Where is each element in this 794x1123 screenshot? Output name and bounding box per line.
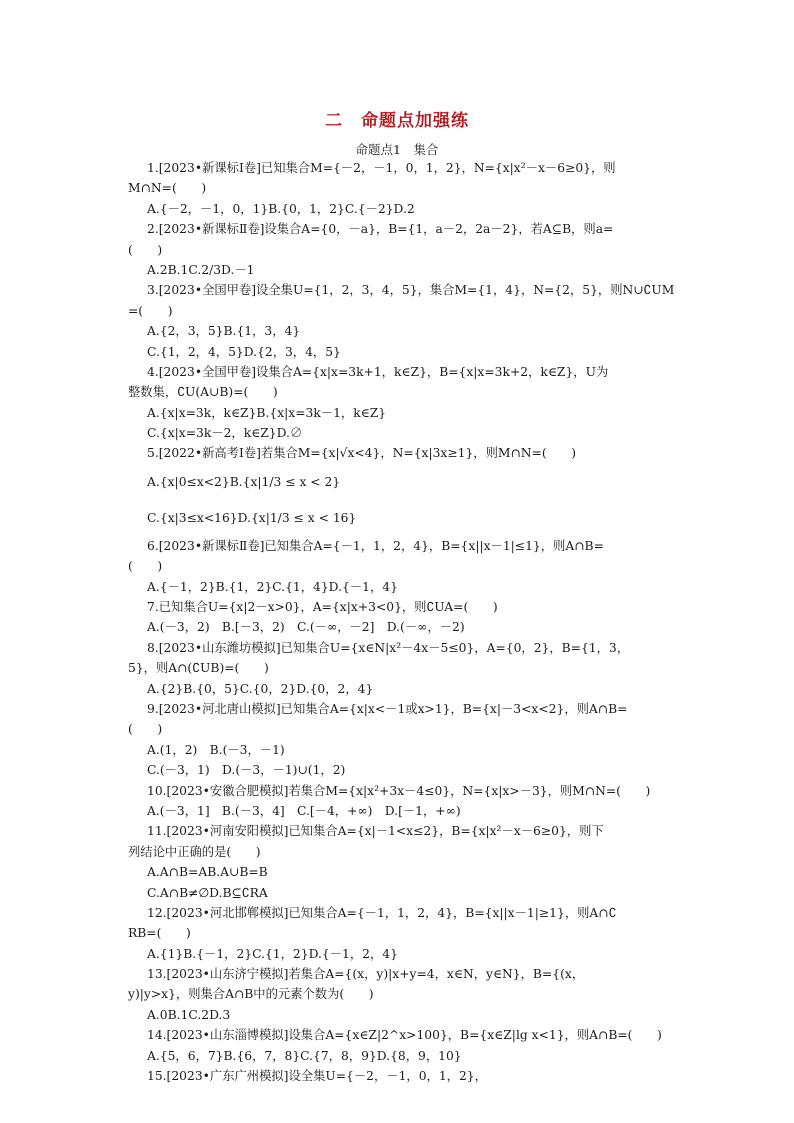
q12-stem: 12.[2023•河北邯郸模拟]已知集合A={－1，1，2，4}，B={x||x－1|≥1}，则A∩∁ [147,905,617,920]
q13-stem-cont: y)|y>x}，则集合A∩B中的元素个数为( ) [128,987,374,1002]
q2-options: A.2B.1C.2/3D.－1 [147,262,255,277]
q8-stem: 8.[2023•山东潍坊模拟]已知集合U={x∈N|x²－4x－5≤0}，A={0，2}，B={1，3， [147,640,630,655]
q4-stem-cont: 整数集，∁U(A∪B)=( ) [128,385,278,400]
q6-options: A.{－1，2}B.{1，2}C.{1，4}D.{－1，4} [147,579,398,594]
q3-stem: 3.[2023•全国甲卷]设全集U={1，2，3，4，5}，集合M={1，4}，N={2，5}，则N∪∁UM [147,283,675,298]
q14-options: A.{5，6，7}B.{6，7，8}C.{7，8，9}D.{8，9，10} [147,1048,462,1063]
q8-stem-cont: 5}，则A∩(∁UB)=( ) [128,661,269,676]
q6-stem: 6.[2023•新课标Ⅱ卷]已知集合A={－1，1，2，4}，B={x||x－1|≤1}，则A∩B= [147,538,604,553]
q1-options: A.{－2，－1，0，1}B.{0，1，2}C.{－2}D.2 [147,201,415,216]
q1-stem: 1.[2023•新课标Ⅰ卷]已知集合M={－2，－1，0，1，2}，N={x|x²－x－6≥0}，则 [147,161,616,175]
q5-stem: 5.[2022•新高考Ⅰ卷]若集合M={x|√x<4}，N={x|3x≥1}，则M∩N=( ) [147,446,577,461]
q8-options: A.{2}B.{0，5}C.{0，2}D.{0，2，4} [147,681,374,696]
q11-options-cd: C.A∩B≠∅D.B⊆∁RA [147,885,268,900]
q9-stem: 9.[2023•河北唐山模拟]已知集合A={x|x<－1或x>1}，B={x|－3<x<2}，则A∩B= [147,701,628,716]
q10-stem: 10.[2023•安徽合肥模拟]若集合M={x|x²+3x－4≤0}，N={x|x>－3}，则M∩N=( ) [147,783,651,798]
section-subtitle: 命题点1 集合 [355,142,439,157]
q4-stem: 4.[2023•全国甲卷]设集合A={x|x=3k+1，k∈Z}，B={x|x=3k+2，k∈Z}，U为 [147,364,609,379]
q12-options: A.{1}B.{－1，2}C.{1，2}D.{－1，2，4} [147,946,398,961]
q5-options-cd: C.{x|3≤x<16}D.{x|1/3 ≤ x < 16} [147,510,357,525]
q15-stem: 15.[2023•广东广州模拟]设全集U={－2，－1，0，1，2}， [147,1069,487,1084]
q11-stem: 11.[2023•河南安阳模拟]已知集合A={x|－1<x≤2}，B={x|x²－x－6≥0}，则下 [147,824,604,839]
q5-options-ab: A.{x|0≤x<2}B.{x|1/3 ≤ x < 2} [147,474,341,489]
q11-options-ab: A.A∩B=AB.A∪B=B [147,865,268,880]
q3-options-cd: C.{1，2，4，5}D.{2，3，4，5} [147,344,341,359]
q3-options-ab: A.{2，3，5}B.{1，3，4} [147,324,301,339]
problem-list [128,158,675,1086]
q2-stem: 2.[2023•新课标Ⅱ卷]设集合A={0，－a}，B={1，a－2，2a－2}，若A⊆B，则a= [147,222,614,237]
q6-stem-cont: ( ) [128,559,163,574]
q2-stem-cont: ( ) [128,242,163,257]
q7-options: A.(－3，2) B.[－3，2) C.(－∞，－2] D.(－∞，－2) [147,620,465,635]
page-title: 二 命题点加强练 [325,111,469,131]
q4-options-cd: C.{x|x=3k－2，k∈Z}D.∅ [147,426,303,441]
q9-stem-cont: ( ) [128,722,163,737]
q9-options-cd: C.(－3，1) D.(－3，－1)∪(1，2) [147,763,346,778]
q14-stem: 14.[2023•山东淄博模拟]设集合A={x∈Z|2^x>100}，B={x∈Z|lg x<1}，则A∩B=( ) [147,1028,662,1043]
q9-options-ab: A.(1，2) B.(－3，－1) [147,742,285,757]
q4-options-ab: A.{x|x=3k，k∈Z}B.{x|x=3k－1，k∈Z} [147,405,387,420]
q1-stem-cont: M∩N=( ) [128,181,207,196]
q10-options: A.(－3，1] B.(－3，4] C.[－4，+∞) D.[－1，+∞) [147,803,461,818]
q13-options: A.0B.1C.2D.3 [147,1007,231,1022]
q12-stem-cont: RB=( ) [128,926,191,941]
q3-stem-cont: =( ) [128,303,173,318]
q7-stem: 7.已知集合U={x|2－x>0}，A={x|x+3<0}，则∁UA=( ) [147,600,498,615]
q11-stem-cont: 列结论中正确的是( ) [128,844,261,859]
q13-stem: 13.[2023•山东济宁模拟]若集合A={(x，y)|x+y=4，x∈N，y∈N}，B={(x， [147,967,585,982]
